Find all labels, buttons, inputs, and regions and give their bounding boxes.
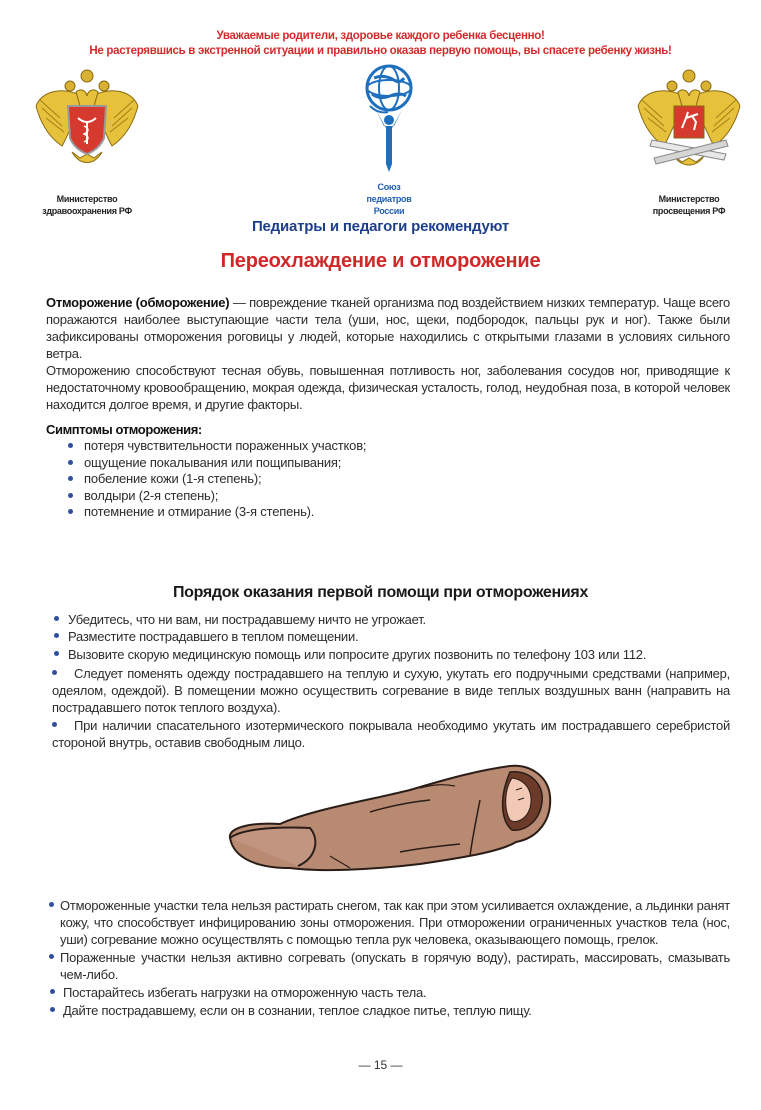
first-aid-steps-long	[52, 665, 730, 751]
step-item: При наличии спасательного изотермического покрывала необходимо укутать им пострадавшего серебристой стороной внутрь, оставив свободным лицо.	[52, 718, 730, 750]
symptom-item: побеление кожи (1-я степень);	[84, 471, 584, 488]
intro-definition	[46, 294, 730, 362]
warning-item: Отмороженные участки тела нельзя растирать снегом, так как при этом усиливается охлаждение, а льдинки ранят кожу, что способствует инфицированию зоны отморожения. При отморожении ограниченных участков тела (нос, уши) согревание можно осуществлять с помощью тепла рук человека, оказывающего помощь, грелок.	[60, 897, 730, 948]
ministry-of-health-emblem-icon	[32, 66, 142, 174]
logo-right-caption-1: Министерство	[658, 194, 720, 204]
first-aid-steps	[68, 611, 730, 663]
bullet-icon	[49, 902, 54, 907]
header-line-1: Уважаемые родители, здоровье каждого ребенка бесценно!	[216, 30, 545, 42]
first-aid-warnings	[60, 897, 730, 1019]
bullet-icon	[50, 989, 55, 994]
warning-item: Постарайтесь избегать нагрузки на отмороженную часть тела.	[60, 984, 730, 1001]
bullet-icon	[49, 954, 54, 959]
illustration	[220, 760, 560, 875]
first-aid-heading: Порядок оказания первой помощи при отморожениях	[172, 584, 589, 601]
ministry-of-education-emblem-icon	[634, 66, 744, 174]
logo-center-caption-3: России	[373, 206, 405, 216]
union-of-pediatricians-logo-icon	[350, 64, 428, 176]
bullet-icon	[50, 1007, 55, 1012]
step-item: Разместите пострадавшего в теплом помещении.	[68, 628, 730, 645]
logo-left-caption-2: здравоохранения РФ	[42, 206, 132, 216]
step-item: Следует поменять одежду пострадавшего на теплую и сухую, укутать его подручными средствами (например, одеялом, одеждой). В помещении можно осуществить согревание в виде теплых воздушных ванн (направить на пострадавшего поток теплого воздуха).	[52, 666, 730, 715]
bullet-icon	[52, 670, 57, 675]
symptom-item: потемнение и отмирание (3-я степень).	[84, 504, 584, 521]
bullet-icon	[52, 722, 57, 727]
symptoms-list	[84, 438, 584, 521]
logo-right-caption-2: просвещения РФ	[652, 206, 726, 216]
bullet-icon	[68, 460, 73, 465]
symptom-item: потеря чувствительности пораженных участков;	[84, 438, 584, 455]
page-title: Переохлаждение и отморожение	[220, 250, 541, 272]
bullet-icon	[54, 633, 59, 638]
intro-term: Отморожение (обморожение)	[46, 295, 230, 310]
person-wrapped-in-blanket-icon	[220, 760, 560, 875]
page-number: — 15 —	[358, 1058, 403, 1072]
bullet-icon	[68, 443, 73, 448]
bullet-icon	[68, 509, 73, 514]
logo-center-caption-1: Союз	[377, 182, 401, 192]
subtitle: Педиатры и педагоги рекомендуют	[251, 218, 510, 235]
bullet-icon	[54, 651, 59, 656]
bullet-icon	[68, 493, 73, 498]
symptom-item: ощущение покалывания или пощипывания;	[84, 455, 584, 472]
bullet-icon	[54, 616, 59, 621]
warning-item: Пораженные участки нельзя активно согревать (опускать в горячую воду), растирать, массировать, смазывать чем-либо.	[60, 949, 730, 983]
logo-union-pediatricians	[350, 64, 428, 217]
step-item: Вызовите скорую медицинскую помощь или попросите других позвонить по телефону 103 или 112.	[68, 646, 730, 663]
logo-center-caption-2: педиатров	[366, 194, 412, 204]
warning-item: Дайте пострадавшему, если он в сознании, теплое сладкое питье, теплую пищу.	[60, 1002, 730, 1019]
header-line-2: Не растерявшись в экстренной ситуации и правильно оказав первую помощь, вы спасете ребенку жизнь!	[89, 45, 672, 57]
logo-ministry-education	[634, 66, 744, 217]
step-item: Убедитесь, что ни вам, ни пострадавшему ничто не угрожает.	[68, 611, 730, 628]
intro-factors: Отморожению способствуют тесная обувь, повышенная потливость ног, заболевания сосудов ног, приводящие к недостаточному кровообращению, мокрая одежда, физическая усталость, голод, неудобная поза, в которой человек находится долгое время, и другие факторы.	[46, 363, 730, 412]
logo-ministry-health	[32, 66, 142, 217]
bullet-icon	[68, 476, 73, 481]
intro-definition-text: — повреждение тканей организма под воздействием низких температур. Чаще всего поражаются наиболее выступающие части тела (уши, нос, щеки, подбородок, пальцы рук и ног). Также были зафиксированы отморожения роговицы у людей, которые находились с открытыми глазами в условиях сильного ветра.	[46, 295, 730, 361]
logo-left-caption-1: Министерство	[56, 194, 118, 204]
symptom-item: волдыри (2-я степень);	[84, 488, 584, 505]
symptoms-heading: Симптомы отморожения:	[46, 422, 202, 437]
